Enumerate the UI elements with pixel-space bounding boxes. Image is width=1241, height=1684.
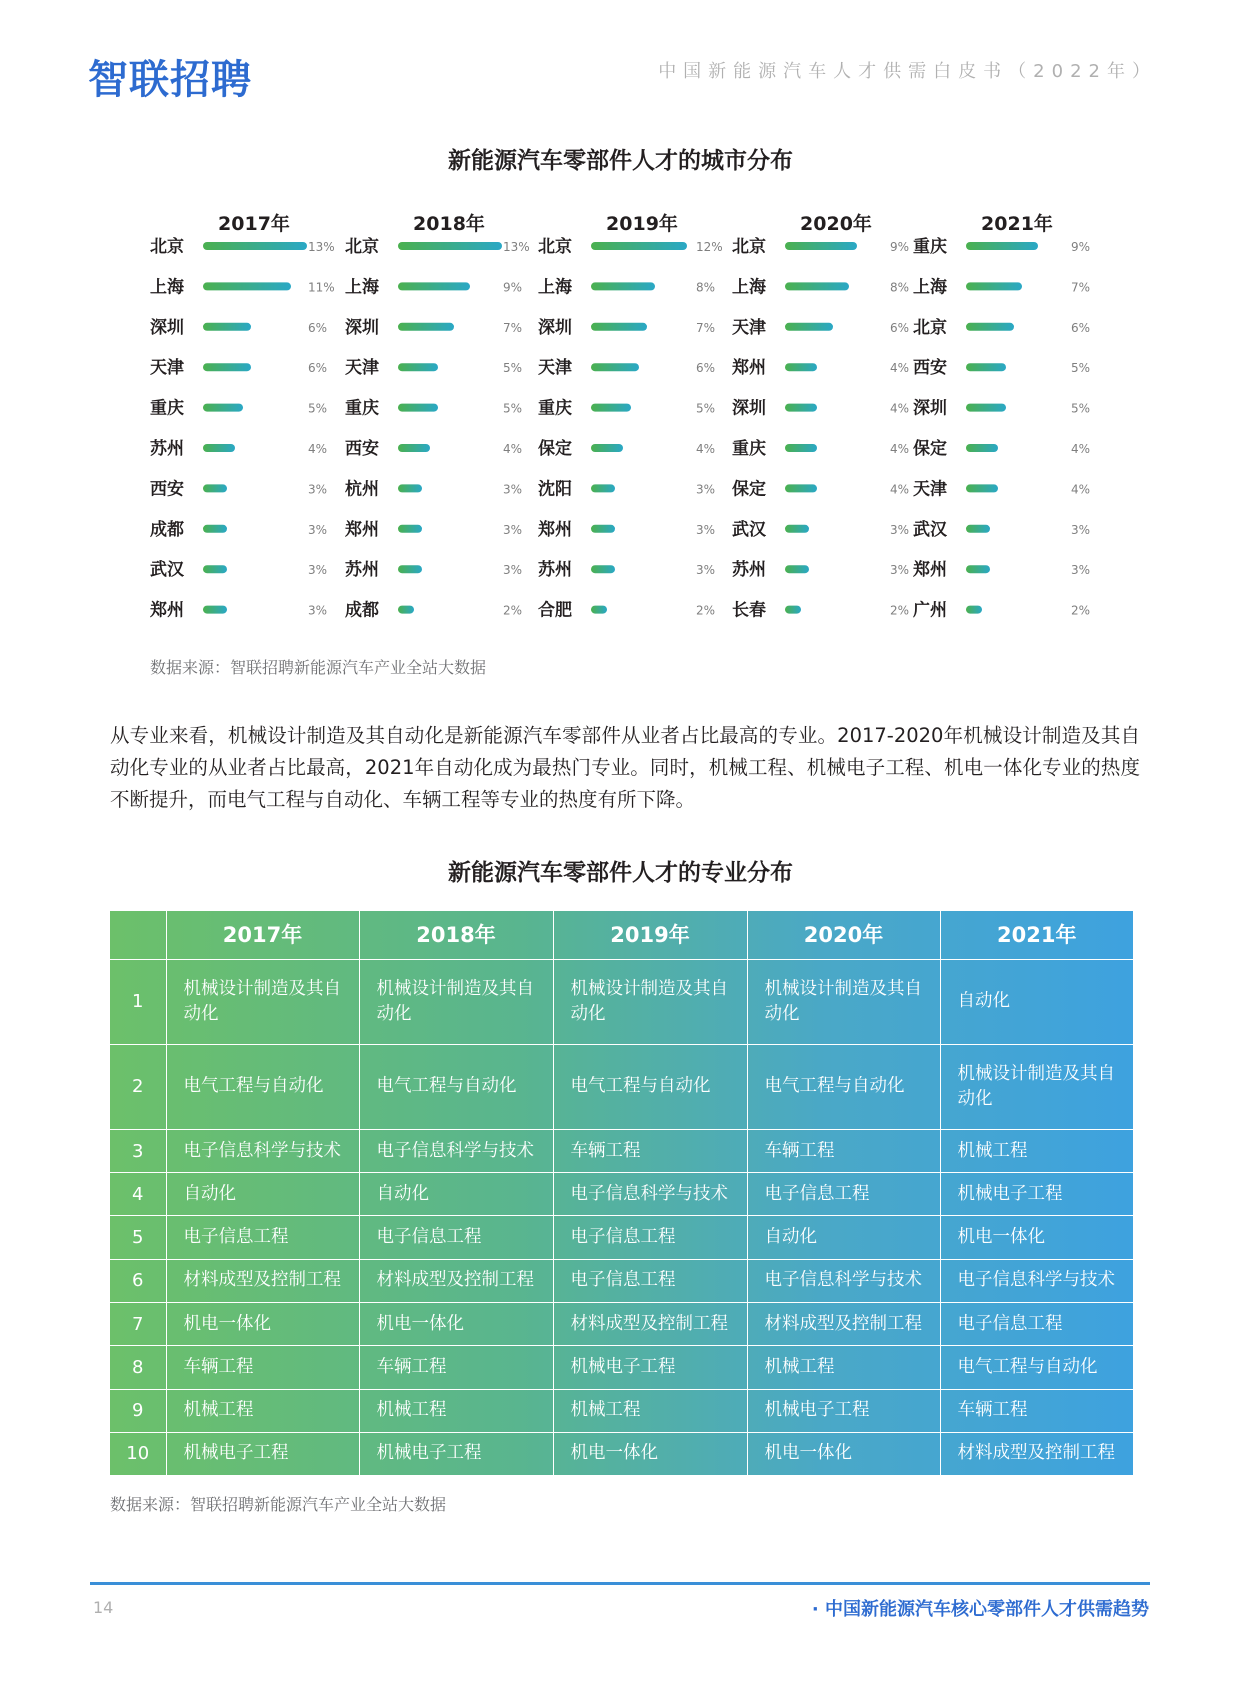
table-row xyxy=(110,1044,1133,1129)
city-label: 保定 xyxy=(538,439,572,459)
major-cell: 机电一体化 xyxy=(553,1432,747,1475)
major-cell: 自动化 xyxy=(940,960,1133,1045)
major-cell: 机械设计制造及其自动化 xyxy=(940,1044,1133,1129)
city-percent-label: 7% xyxy=(503,320,523,335)
city-bar xyxy=(398,363,438,371)
city-percent-label: 4% xyxy=(890,401,910,416)
city-label: 重庆 xyxy=(345,398,379,419)
city-bar xyxy=(398,242,502,250)
city-bar xyxy=(785,404,817,412)
major-cell: 电子信息工程 xyxy=(359,1216,553,1259)
rank-cell: 6 xyxy=(110,1259,166,1302)
major-cell: 机械设计制造及其自动化 xyxy=(553,960,747,1045)
city-percent-label: 3% xyxy=(503,482,523,497)
rank-cell: 8 xyxy=(110,1346,166,1389)
city-percent-label: 8% xyxy=(890,280,910,295)
major-cell: 车辆工程 xyxy=(940,1389,1133,1432)
city-percent-label: 4% xyxy=(890,482,910,497)
city-label: 深圳 xyxy=(345,317,379,338)
major-cell: 车辆工程 xyxy=(747,1129,940,1172)
city-bar xyxy=(591,525,615,533)
major-cell: 自动化 xyxy=(166,1173,359,1216)
city-percent-label: 4% xyxy=(308,442,328,456)
header-year-cell: 2017年 xyxy=(166,911,359,960)
city-percent-label: 6% xyxy=(1071,320,1091,335)
city-percent-label: 4% xyxy=(696,442,716,456)
city-percent-label: 5% xyxy=(1071,401,1091,416)
major-cell: 机械电子工程 xyxy=(166,1432,359,1475)
rank-cell: 4 xyxy=(110,1173,166,1216)
city-label: 郑州 xyxy=(538,519,572,540)
city-label: 成都 xyxy=(150,519,184,540)
city-bar xyxy=(966,525,990,533)
city-label: 合肥 xyxy=(538,600,572,621)
city-percent-label: 2% xyxy=(503,603,523,618)
city-percent-label: 3% xyxy=(308,603,328,618)
major-distribution-table xyxy=(110,911,1133,1475)
city-label: 苏州 xyxy=(732,560,766,581)
city-bar xyxy=(591,282,655,290)
rank-cell: 1 xyxy=(110,960,166,1045)
city-label: 天津 xyxy=(913,479,947,500)
major-table-title: 新能源汽车零部件人才的专业分布 xyxy=(448,860,793,886)
city-label: 长春 xyxy=(732,600,766,621)
city-bar xyxy=(966,444,998,452)
city-percent-label: 6% xyxy=(308,320,328,335)
year-label-1: 2018年 xyxy=(413,213,485,235)
city-percent-label: 2% xyxy=(1071,603,1091,618)
city-label: 上海 xyxy=(913,277,947,298)
rank-cell: 5 xyxy=(110,1216,166,1259)
city-label: 苏州 xyxy=(538,560,572,581)
page-number: 14 xyxy=(93,1598,114,1617)
city-label: 深圳 xyxy=(732,398,766,419)
city-label: 保定 xyxy=(913,439,947,459)
major-cell: 机电一体化 xyxy=(359,1303,553,1346)
city-label: 郑州 xyxy=(150,600,184,621)
city-percent-label: 5% xyxy=(308,401,328,416)
city-bar xyxy=(398,484,422,492)
major-cell: 电子信息科学与技术 xyxy=(553,1173,747,1216)
city-label: 上海 xyxy=(345,277,379,298)
city-percent-label: 5% xyxy=(503,401,523,416)
city-label: 武汉 xyxy=(913,519,947,540)
city-label: 沈阳 xyxy=(538,479,572,500)
major-cell: 车辆工程 xyxy=(166,1346,359,1389)
major-cell: 机械工程 xyxy=(940,1129,1133,1172)
major-cell: 电子信息工程 xyxy=(553,1216,747,1259)
city-percent-label: 9% xyxy=(890,240,910,254)
city-bar xyxy=(398,444,430,452)
city-bar xyxy=(398,404,438,412)
city-label: 天津 xyxy=(345,358,379,379)
city-bar xyxy=(591,484,615,492)
major-table-source: 数据来源：智联招聘新能源汽车产业全站大数据 xyxy=(110,1495,447,1514)
city-label: 深圳 xyxy=(913,398,947,419)
header-year-cell: 2018年 xyxy=(359,911,553,960)
city-percent-label: 3% xyxy=(1071,522,1091,537)
city-percent-label: 3% xyxy=(308,482,328,497)
city-percent-label: 5% xyxy=(503,361,523,376)
city-label: 西安 xyxy=(345,439,379,459)
city-percent-label: 6% xyxy=(696,361,716,376)
city-percent-label: 4% xyxy=(503,442,523,456)
city-label: 武汉 xyxy=(150,560,184,581)
city-percent-label: 7% xyxy=(696,320,716,335)
year-label-0: 2017年 xyxy=(218,213,290,235)
table-row xyxy=(110,1346,1133,1389)
major-cell: 电子信息工程 xyxy=(747,1173,940,1216)
major-cell: 电气工程与自动化 xyxy=(359,1044,553,1129)
major-cell: 机械电子工程 xyxy=(747,1389,940,1432)
rank-cell: 2 xyxy=(110,1044,166,1129)
city-percent-label: 3% xyxy=(503,563,523,578)
city-bar xyxy=(203,484,227,492)
city-percent-label: 12% xyxy=(696,240,723,254)
city-percent-label: 3% xyxy=(696,563,716,578)
city-bar xyxy=(966,565,990,573)
major-cell: 电子信息工程 xyxy=(553,1259,747,1302)
city-bar xyxy=(398,323,454,331)
major-cell: 机械电子工程 xyxy=(553,1346,747,1389)
footer-divider xyxy=(90,1582,1150,1585)
major-cell: 电子信息科学与技术 xyxy=(747,1259,940,1302)
city-label: 天津 xyxy=(150,358,184,379)
city-bar xyxy=(785,484,817,492)
major-cell: 机电一体化 xyxy=(166,1303,359,1346)
major-cell: 机电一体化 xyxy=(940,1216,1133,1259)
major-cell: 电子信息工程 xyxy=(940,1303,1133,1346)
city-percent-label: 7% xyxy=(1071,280,1091,295)
year-label-4: 2021年 xyxy=(981,213,1053,235)
major-cell: 电气工程与自动化 xyxy=(166,1044,359,1129)
city-percent-label: 3% xyxy=(890,563,910,578)
header-year-cell: 2019年 xyxy=(553,911,747,960)
table-row xyxy=(110,1173,1133,1216)
city-bar xyxy=(966,363,1006,371)
table-row xyxy=(110,960,1133,1045)
city-label: 北京 xyxy=(150,237,184,257)
city-label: 苏州 xyxy=(345,560,379,581)
major-cell: 机械设计制造及其自动化 xyxy=(166,960,359,1045)
major-cell: 自动化 xyxy=(359,1173,553,1216)
major-cell: 材料成型及控制工程 xyxy=(747,1303,940,1346)
table-row xyxy=(110,1259,1133,1302)
table-header-row xyxy=(110,911,1133,960)
major-cell: 电气工程与自动化 xyxy=(940,1346,1133,1389)
city-percent-label: 13% xyxy=(308,240,335,254)
major-cell: 自动化 xyxy=(747,1216,940,1259)
city-percent-label: 6% xyxy=(308,361,328,376)
city-bar xyxy=(591,404,631,412)
city-label: 武汉 xyxy=(732,519,766,540)
city-percent-label: 2% xyxy=(890,603,910,618)
major-cell: 机电一体化 xyxy=(747,1432,940,1475)
city-bar xyxy=(591,323,647,331)
city-percent-label: 4% xyxy=(1071,482,1091,497)
major-cell: 电子信息科学与技术 xyxy=(166,1129,359,1172)
city-bar xyxy=(966,323,1014,331)
city-percent-label: 3% xyxy=(308,563,328,578)
document-title: 中国新能源汽车人才供需白皮书（2022年） xyxy=(658,61,1157,82)
city-percent-label: 8% xyxy=(696,280,716,295)
city-percent-label: 4% xyxy=(890,442,910,456)
city-percent-label: 5% xyxy=(696,401,716,416)
city-bar xyxy=(591,606,607,614)
city-bar xyxy=(785,606,801,614)
major-cell: 机械工程 xyxy=(553,1389,747,1432)
city-bar xyxy=(785,242,857,250)
major-cell: 机械设计制造及其自动化 xyxy=(747,960,940,1045)
city-bar xyxy=(966,242,1038,250)
city-bar xyxy=(591,242,687,250)
city-bar xyxy=(966,404,1006,412)
city-percent-label: 9% xyxy=(503,280,523,295)
city-label: 北京 xyxy=(345,237,379,257)
city-bar xyxy=(203,606,227,614)
city-bar xyxy=(203,282,291,290)
city-bar xyxy=(966,606,982,614)
city-percent-label: 3% xyxy=(503,522,523,537)
city-label: 重庆 xyxy=(732,439,766,459)
city-label: 西安 xyxy=(150,479,184,500)
major-cell: 车辆工程 xyxy=(359,1346,553,1389)
city-label: 西安 xyxy=(913,358,947,379)
city-percent-label: 2% xyxy=(696,603,716,618)
header-year-cell: 2021年 xyxy=(940,911,1133,960)
major-cell: 电气工程与自动化 xyxy=(747,1044,940,1129)
major-cell: 电子信息科学与技术 xyxy=(940,1259,1133,1302)
major-cell: 机械电子工程 xyxy=(940,1173,1133,1216)
city-bar xyxy=(785,282,849,290)
major-cell: 电子信息科学与技术 xyxy=(359,1129,553,1172)
major-cell: 材料成型及控制工程 xyxy=(166,1259,359,1302)
city-percent-label: 3% xyxy=(696,482,716,497)
city-bar xyxy=(966,484,998,492)
major-cell: 机械工程 xyxy=(359,1389,553,1432)
analysis-paragraph: 从专业来看，机械设计制造及其自动化是新能源汽车零部件从业者占比最高的专业。2017-2020年机械设计制造及其自动化专业的从业者占比最高，2021年自动化成为最热门专业。同时，机械工程、机械电子工程、机电一体化专业的热度不断提升，而电气工程与自动化、车辆工程等专业的热度有所下降。 xyxy=(110,724,1140,811)
major-cell: 电气工程与自动化 xyxy=(553,1044,747,1129)
city-label: 天津 xyxy=(538,358,572,379)
city-percent-label: 9% xyxy=(1071,240,1091,254)
city-bar xyxy=(203,444,235,452)
city-bar xyxy=(203,404,243,412)
city-label: 郑州 xyxy=(732,358,766,379)
city-bar xyxy=(398,282,470,290)
city-label: 上海 xyxy=(150,277,184,298)
city-label: 郑州 xyxy=(913,560,947,581)
city-label: 天津 xyxy=(732,317,766,338)
city-bar xyxy=(785,444,817,452)
city-label: 北京 xyxy=(538,237,572,257)
city-label: 成都 xyxy=(345,600,379,621)
city-label: 保定 xyxy=(732,479,766,500)
city-percent-label: 3% xyxy=(1071,563,1091,578)
city-label: 上海 xyxy=(538,277,572,298)
city-label: 深圳 xyxy=(150,317,184,338)
city-percent-label: 11% xyxy=(308,280,335,295)
table-row xyxy=(110,1129,1133,1172)
city-label: 苏州 xyxy=(150,439,184,459)
rank-cell: 7 xyxy=(110,1303,166,1346)
city-bar xyxy=(591,444,623,452)
major-cell: 机械电子工程 xyxy=(359,1432,553,1475)
city-bar xyxy=(785,525,809,533)
city-label: 重庆 xyxy=(913,237,947,257)
major-cell: 材料成型及控制工程 xyxy=(940,1432,1133,1475)
city-chart-title: 新能源汽车零部件人才的城市分布 xyxy=(448,148,793,174)
major-cell: 电子信息工程 xyxy=(166,1216,359,1259)
year-label-3: 2020年 xyxy=(800,213,872,235)
city-bar xyxy=(203,242,307,250)
city-label: 重庆 xyxy=(150,398,184,419)
rank-cell: 3 xyxy=(110,1129,166,1172)
city-bar xyxy=(398,565,422,573)
major-distribution-table-container xyxy=(110,911,1133,1475)
city-label: 北京 xyxy=(913,317,947,338)
city-percent-label: 3% xyxy=(890,522,910,537)
city-chart-source: 数据来源：智联招聘新能源汽车产业全站大数据 xyxy=(150,658,487,677)
major-cell: 机械工程 xyxy=(166,1389,359,1432)
city-label: 广州 xyxy=(913,600,947,621)
major-cell: 车辆工程 xyxy=(553,1129,747,1172)
city-bar xyxy=(785,363,817,371)
city-bar xyxy=(591,363,639,371)
city-label: 杭州 xyxy=(345,479,379,500)
city-bar xyxy=(203,565,227,573)
city-bar xyxy=(203,525,227,533)
table-row xyxy=(110,1216,1133,1259)
header-year-cell: 2020年 xyxy=(747,911,940,960)
city-percent-label: 5% xyxy=(1071,361,1091,376)
city-bar xyxy=(203,363,251,371)
city-label: 上海 xyxy=(732,277,766,298)
city-percent-label: 3% xyxy=(696,522,716,537)
table-row xyxy=(110,1432,1133,1475)
city-label: 深圳 xyxy=(538,317,572,338)
city-percent-label: 6% xyxy=(890,320,910,335)
city-bar xyxy=(966,282,1022,290)
major-cell: 机械设计制造及其自动化 xyxy=(359,960,553,1045)
city-label: 郑州 xyxy=(345,519,379,540)
table-row xyxy=(110,1303,1133,1346)
footer-section-title: · 中国新能源汽车核心零部件人才供需趋势 xyxy=(811,1599,1149,1620)
zhaopin-logo: 智联招聘 xyxy=(88,57,252,103)
rank-cell: 10 xyxy=(110,1432,166,1475)
city-bar xyxy=(591,565,615,573)
rank-cell: 9 xyxy=(110,1389,166,1432)
major-cell: 材料成型及控制工程 xyxy=(359,1259,553,1302)
city-percent-label: 4% xyxy=(1071,442,1091,456)
city-distribution-chart xyxy=(0,200,1241,640)
major-cell: 材料成型及控制工程 xyxy=(553,1303,747,1346)
table-row xyxy=(110,1389,1133,1432)
city-percent-label: 13% xyxy=(503,240,530,254)
city-percent-label: 3% xyxy=(308,522,328,537)
city-bar xyxy=(203,323,251,331)
year-label-2: 2019年 xyxy=(606,213,678,235)
city-bar xyxy=(398,525,422,533)
city-bar xyxy=(785,323,833,331)
city-bar xyxy=(785,565,809,573)
header-rank-cell xyxy=(110,911,166,960)
city-label: 重庆 xyxy=(538,398,572,419)
city-percent-label: 4% xyxy=(890,361,910,376)
city-label: 北京 xyxy=(732,237,766,257)
city-bar xyxy=(398,606,414,614)
major-cell: 机械工程 xyxy=(747,1346,940,1389)
